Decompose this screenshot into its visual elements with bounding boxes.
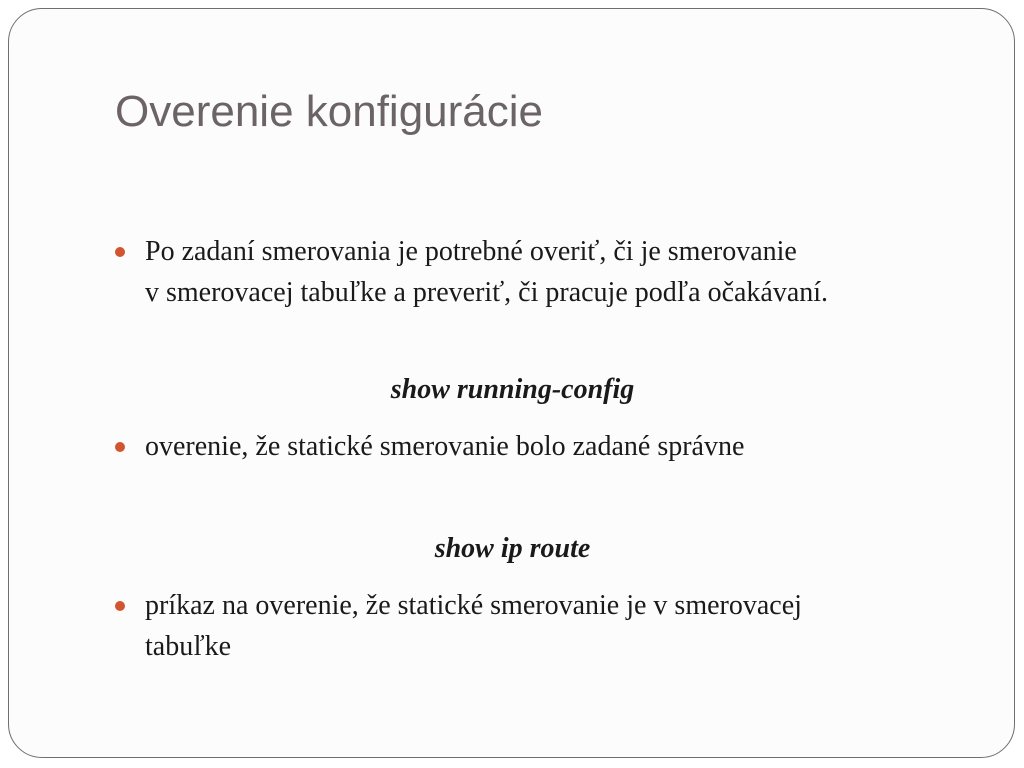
bullet-item [115, 585, 955, 667]
bullet-marker [115, 442, 125, 452]
bullet-text: Po zadaní smerovania je potrebné overiť, či je smerovanie v smerovacej tabuľke a preveriť, či pracuje podľa očakávaní. [145, 236, 829, 308]
command-text: show ip route [434, 533, 591, 564]
bullet-text: overenie, že statické smerovanie bolo zadané správne [145, 431, 745, 462]
bullet-marker [115, 601, 125, 611]
slide [8, 8, 1015, 758]
command-text: show running-config [390, 374, 635, 405]
slide-title: Overenie konfigurácie [115, 87, 544, 136]
bullet-item [115, 231, 955, 313]
bullet-item [115, 426, 955, 467]
bullet-marker [115, 247, 125, 257]
bullet-text: príkaz na overenie, že statické smerovanie je v smerovacej tabuľke [145, 590, 802, 662]
